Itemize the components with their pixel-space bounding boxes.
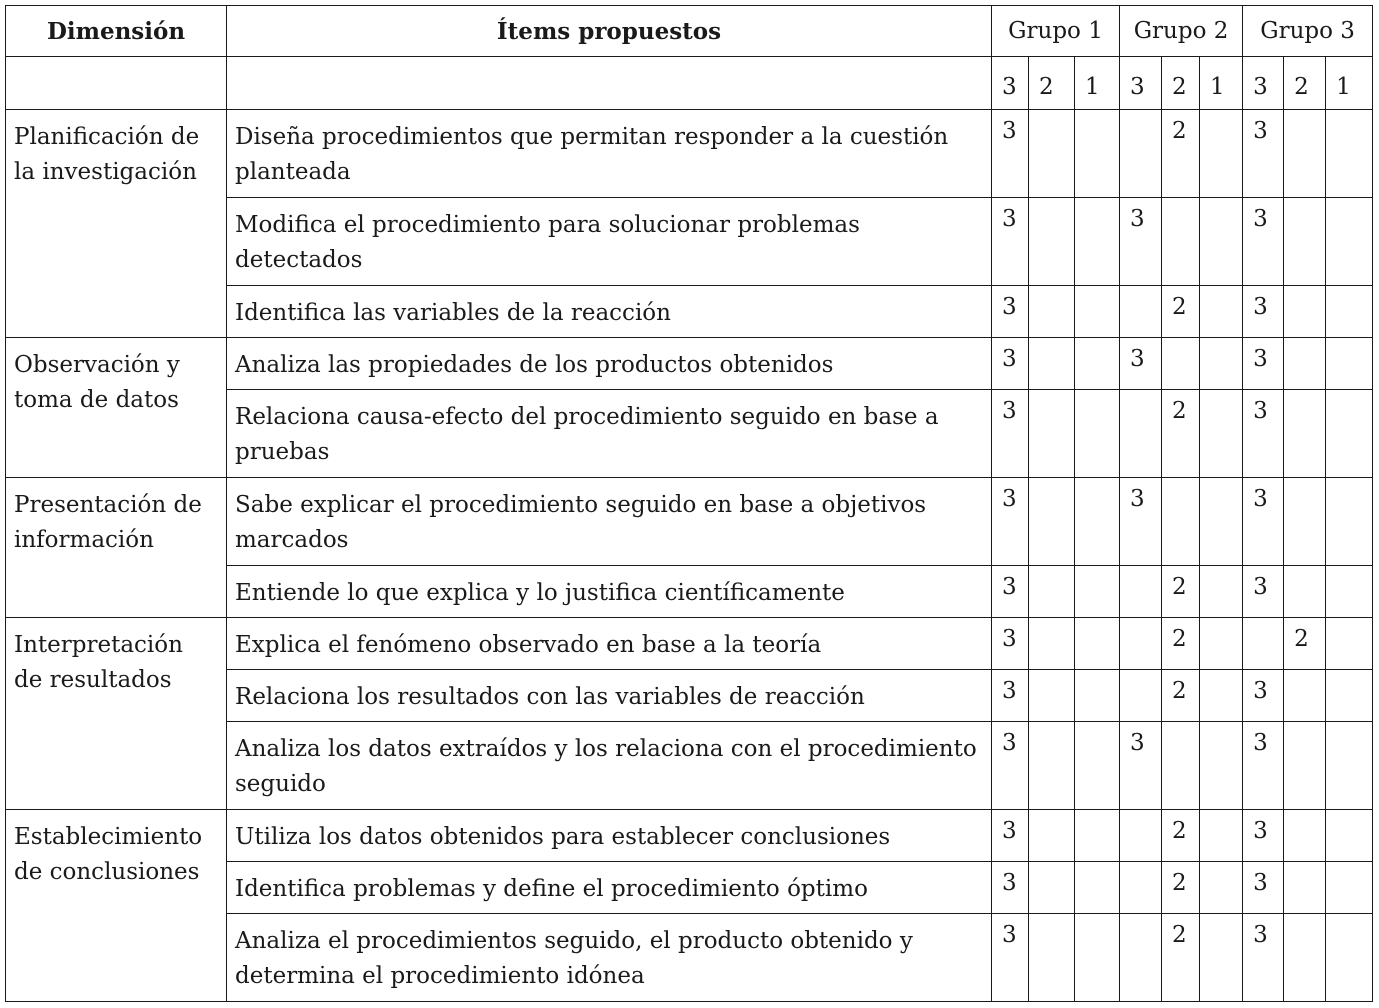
score-cell	[1029, 338, 1075, 390]
score-cell	[1200, 286, 1243, 338]
score-cell: 2	[1162, 810, 1200, 862]
score-cell: 3	[1120, 478, 1162, 566]
score-cell	[1326, 722, 1373, 810]
score-cell	[1284, 286, 1326, 338]
table-row	[6, 478, 1373, 566]
score-cell	[1120, 566, 1162, 618]
score-cell: 3	[992, 722, 1029, 810]
item-cell: Identifica problemas y define el procedimiento óptimo	[227, 862, 992, 914]
score-cell	[1120, 286, 1162, 338]
score-cell: 3	[992, 286, 1029, 338]
score-cell: 3	[1243, 810, 1284, 862]
level-header: 1	[1326, 57, 1373, 110]
score-cell: 3	[1120, 722, 1162, 810]
score-cell	[1075, 390, 1120, 478]
table-row	[6, 110, 1373, 198]
score-cell: 3	[992, 478, 1029, 566]
item-cell: Analiza el procedimientos seguido, el producto obtenido y determina el procedimiento idónea	[227, 914, 992, 1002]
score-cell: 3	[992, 198, 1029, 286]
group-1-header: Grupo 1	[992, 6, 1120, 57]
dimension-cell: Observación y toma de datos	[6, 338, 227, 478]
score-cell	[1284, 338, 1326, 390]
score-cell	[1284, 722, 1326, 810]
level-header: 3	[1120, 57, 1162, 110]
score-cell: 3	[992, 110, 1029, 198]
dimension-header: Dimensión	[6, 6, 227, 57]
score-cell: 3	[1243, 862, 1284, 914]
score-cell	[1162, 198, 1200, 286]
score-cell: 3	[992, 338, 1029, 390]
score-cell	[1029, 810, 1075, 862]
score-cell	[1029, 914, 1075, 1002]
score-cell	[1120, 914, 1162, 1002]
level-header: 3	[992, 57, 1029, 110]
score-cell	[1029, 862, 1075, 914]
score-cell: 3	[1243, 566, 1284, 618]
score-cell	[1162, 338, 1200, 390]
score-cell	[1075, 566, 1120, 618]
item-cell: Relaciona causa-efecto del procedimiento seguido en base a pruebas	[227, 390, 992, 478]
item-cell: Diseña procedimientos que permitan responder a la cuestión planteada	[227, 110, 992, 198]
score-cell: 3	[992, 390, 1029, 478]
score-cell	[1029, 286, 1075, 338]
score-cell: 3	[1120, 338, 1162, 390]
table-row	[6, 618, 1373, 670]
score-cell	[1120, 110, 1162, 198]
score-cell: 3	[1243, 478, 1284, 566]
score-cell: 3	[992, 914, 1029, 1002]
score-cell	[1029, 722, 1075, 810]
score-cell: 3	[1243, 390, 1284, 478]
dimension-cell: Presentación de información	[6, 478, 227, 618]
score-cell	[1200, 862, 1243, 914]
score-cell	[1075, 914, 1120, 1002]
score-cell	[1200, 670, 1243, 722]
score-cell	[1075, 198, 1120, 286]
score-cell: 3	[1120, 198, 1162, 286]
score-cell	[1029, 390, 1075, 478]
score-cell	[1029, 110, 1075, 198]
item-cell: Entiende lo que explica y lo justifica científicamente	[227, 566, 992, 618]
item-cell: Analiza los datos extraídos y los relaciona con el procedimiento seguido	[227, 722, 992, 810]
level-header: 2	[1029, 57, 1075, 110]
score-cell: 3	[992, 862, 1029, 914]
score-cell: 2	[1162, 286, 1200, 338]
dimension-cell: Planificación de la investigación	[6, 110, 227, 338]
item-cell: Modifica el procedimiento para solucionar problemas detectados	[227, 198, 992, 286]
score-cell	[1326, 286, 1373, 338]
score-cell	[1326, 670, 1373, 722]
score-cell	[1284, 198, 1326, 286]
score-cell: 2	[1162, 862, 1200, 914]
score-cell	[1029, 566, 1075, 618]
header-row	[6, 6, 1373, 57]
score-cell	[1029, 198, 1075, 286]
score-cell	[1284, 914, 1326, 1002]
item-cell: Analiza las propiedades de los productos obtenidos	[227, 338, 992, 390]
score-cell: 2	[1162, 110, 1200, 198]
score-cell	[1075, 670, 1120, 722]
score-cell	[1200, 390, 1243, 478]
score-cell	[1200, 618, 1243, 670]
score-cell	[1326, 198, 1373, 286]
evaluation-rubric-table	[5, 5, 1373, 1002]
item-cell: Sabe explicar el procedimiento seguido en base a objetivos marcados	[227, 478, 992, 566]
score-cell	[1200, 914, 1243, 1002]
score-cell	[1284, 862, 1326, 914]
level-header: 3	[1243, 57, 1284, 110]
score-cell	[1200, 478, 1243, 566]
score-cell	[1162, 478, 1200, 566]
score-cell: 3	[992, 670, 1029, 722]
score-cell: 2	[1284, 618, 1326, 670]
score-cell	[1326, 914, 1373, 1002]
score-cell	[1200, 338, 1243, 390]
group-2-header: Grupo 2	[1120, 6, 1243, 57]
score-cell	[1075, 722, 1120, 810]
empty-cell	[6, 57, 227, 110]
score-cell: 3	[1243, 110, 1284, 198]
score-cell: 3	[992, 618, 1029, 670]
score-cell	[1029, 618, 1075, 670]
item-cell: Relaciona los resultados con las variables de reacción	[227, 670, 992, 722]
score-cell	[1326, 810, 1373, 862]
score-cell	[1162, 722, 1200, 810]
score-cell	[1200, 198, 1243, 286]
score-cell	[1284, 478, 1326, 566]
score-cell: 3	[1243, 914, 1284, 1002]
score-cell: 3	[992, 810, 1029, 862]
score-cell	[1326, 618, 1373, 670]
score-cell	[1075, 862, 1120, 914]
level-header: 1	[1200, 57, 1243, 110]
score-cell	[1075, 810, 1120, 862]
item-cell: Utiliza los datos obtenidos para establecer conclusiones	[227, 810, 992, 862]
score-cell	[1243, 618, 1284, 670]
score-cell: 2	[1162, 670, 1200, 722]
score-cell	[1200, 722, 1243, 810]
score-cell	[1120, 862, 1162, 914]
score-cell: 2	[1162, 914, 1200, 1002]
empty-cell	[227, 57, 992, 110]
score-cell	[1120, 390, 1162, 478]
score-cell	[1029, 670, 1075, 722]
score-cell: 2	[1162, 618, 1200, 670]
score-cell: 3	[1243, 670, 1284, 722]
score-cell	[1120, 670, 1162, 722]
score-cell: 3	[1243, 722, 1284, 810]
score-cell	[1200, 810, 1243, 862]
table-row	[6, 810, 1373, 862]
score-cell	[1075, 110, 1120, 198]
score-cell	[1120, 810, 1162, 862]
items-header: Ítems propuestos	[227, 6, 992, 57]
score-cell	[1326, 338, 1373, 390]
score-cell	[1284, 110, 1326, 198]
score-cell	[1120, 618, 1162, 670]
score-cell: 3	[992, 566, 1029, 618]
score-cell	[1284, 390, 1326, 478]
level-header: 2	[1284, 57, 1326, 110]
level-header: 1	[1075, 57, 1120, 110]
score-cell: 3	[1243, 338, 1284, 390]
score-cell	[1284, 566, 1326, 618]
score-cell	[1075, 618, 1120, 670]
score-cell	[1326, 566, 1373, 618]
score-cell: 2	[1162, 566, 1200, 618]
score-cell	[1326, 862, 1373, 914]
table-row	[6, 338, 1373, 390]
score-cell	[1200, 110, 1243, 198]
score-cell: 2	[1162, 390, 1200, 478]
dimension-cell: Establecimiento de conclusiones	[6, 810, 227, 1002]
score-cell	[1326, 110, 1373, 198]
score-cell	[1075, 478, 1120, 566]
score-cell	[1284, 810, 1326, 862]
level-header-row	[6, 57, 1373, 110]
level-header: 2	[1162, 57, 1200, 110]
item-cell: Explica el fenómeno observado en base a la teoría	[227, 618, 992, 670]
score-cell	[1326, 478, 1373, 566]
score-cell	[1075, 286, 1120, 338]
group-3-header: Grupo 3	[1243, 6, 1373, 57]
dimension-cell: Interpretación de resultados	[6, 618, 227, 810]
item-cell: Identifica las variables de la reacción	[227, 286, 992, 338]
score-cell: 3	[1243, 198, 1284, 286]
score-cell: 3	[1243, 286, 1284, 338]
score-cell	[1029, 478, 1075, 566]
score-cell	[1326, 390, 1373, 478]
score-cell	[1284, 670, 1326, 722]
score-cell	[1200, 566, 1243, 618]
score-cell	[1075, 338, 1120, 390]
